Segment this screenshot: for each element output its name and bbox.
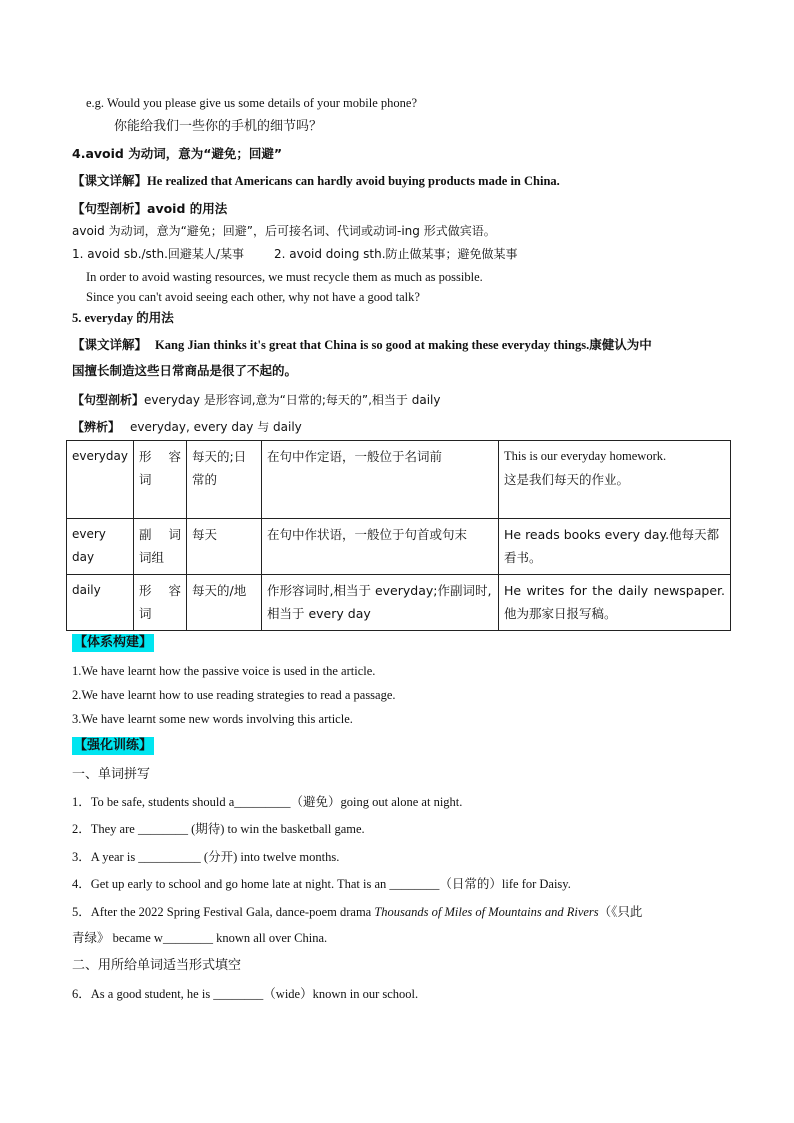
system-build-item-2: 2.We have learnt how to use reading strategies to read a passage. (72, 688, 396, 702)
pattern-title: avoid 的用法 (147, 201, 228, 216)
table-cell-word: everyday (67, 441, 134, 519)
table-cell-pos: 形 容 词 (134, 575, 187, 631)
text-detail-tag: 【课文详解】 (72, 337, 148, 352)
avoid-pattern-title (72, 200, 227, 218)
pattern-tag: 【句型剖析】 (72, 393, 145, 407)
avoid-example-2: Since you can't avoid seeing each other, why not have a good talk? (86, 290, 420, 304)
everyday-text-detail-cont: 国擅长制造这些日常商品是很了不起的。 (72, 363, 298, 378)
avoid-example-1: In order to avoid wasting resources, we must recycle them as much as possible. (86, 270, 483, 284)
avoid-heading: 4.avoid 为动词，意为“避免；回避” (72, 146, 283, 161)
avoid-text-detail (72, 172, 560, 190)
avoid-usage-1: 1. avoid sb./sth.回避某人/某事 (72, 247, 244, 261)
question-5-title: Thousands of Miles of Mountains and Rivers (374, 905, 599, 919)
table-row (67, 441, 731, 519)
training-tag: 【强化训练】 (74, 738, 153, 753)
table-example-cn: 这是我们每天的作业。 (504, 472, 630, 487)
pattern-text: everyday 是形容词,意为“日常的;每天的”,相当于 daily (144, 393, 441, 407)
question-2: 2．They are ________ (期待) to win the basketball game. (72, 822, 365, 836)
table-example-en: This is our everyday homework. (504, 449, 667, 463)
table-cell-meaning: 每天的;日常的 (187, 441, 262, 519)
table-cell-pos: 副 词 词组 (134, 519, 187, 575)
table-cell-word: daily (67, 575, 134, 631)
part1-title: 一、单词拼写 (72, 767, 151, 782)
table-cell-usage: 作形容词时,相当于 everyday;作副词时,相当于 every day (262, 575, 499, 631)
table-cell-meaning: 每天的/地 (187, 575, 262, 631)
text-detail-tag: 【课文详解】 (72, 173, 148, 188)
example-sentence: e.g. Would you please give us some details of your mobile phone? (86, 96, 417, 110)
table-cell-usage: 在句中作状语，一般位于句首或句末 (262, 519, 499, 575)
table-row (67, 519, 731, 575)
everyday-heading: 5. everyday 的用法 (72, 311, 174, 325)
question-1: 1．To be safe, students should a_________（避免）going out alone at night. (72, 795, 463, 809)
pattern-tag: 【句型剖析】 (72, 201, 148, 216)
avoid-explanation: avoid 为动词，意为“避免；回避”，后可接名词、代词或动词-ing 形式做宾语。 (72, 224, 496, 238)
system-build-item-3: 3.We have learnt some new words involving this article. (72, 712, 353, 726)
table-cell-example: He reads books every day.他每天都看书。 (499, 519, 731, 575)
table-cell-usage: 在句中作定语，一般位于名词前 (262, 441, 499, 519)
comparison-table (66, 440, 731, 631)
analysis-text: everyday, every day 与 daily (130, 420, 302, 434)
text-detail-sentence: Kang Jian thinks it's great that China is so good at making these everyday things.康健认为中 (155, 338, 652, 352)
table-cell-pos: 形 容 词 (134, 441, 187, 519)
text-detail-sentence: He realized that Americans can hardly avoid buying products made in China. (147, 174, 560, 188)
system-build-heading (72, 634, 154, 652)
question-5-post: （《只此 (598, 905, 643, 919)
question-6: 6．As a good student, he is ________（wide）known in our school. (72, 987, 419, 1001)
question-5-pre: 5．After the 2022 Spring Festival Gala, dance-poem drama (72, 905, 375, 919)
question-4: 4．Get up early to school and go home late at night. That is an ________（日常的）life for Daisy. (72, 877, 571, 891)
part2-title: 二、用所给单词适当形式填空 (72, 958, 242, 973)
avoid-usage-2: 2. avoid doing sth.防止做某事；避免做某事 (273, 247, 518, 261)
table-row (67, 575, 731, 631)
example-translation: 你能给我们一些你的手机的细节吗？ (114, 119, 323, 134)
question-5-cont: 青绿》 became w________ known all over China. (72, 931, 328, 945)
everyday-pattern (72, 391, 440, 409)
table-cell-example (499, 441, 731, 519)
table-cell-meaning: 每天 (187, 519, 262, 575)
avoid-usages (72, 245, 518, 263)
question-3: 3．A year is __________ (分开) into twelve months. (72, 850, 340, 864)
training-heading (72, 737, 154, 755)
everyday-text-detail (72, 336, 652, 354)
system-build-tag: 【体系构建】 (74, 635, 153, 650)
question-5 (72, 903, 642, 921)
system-build-item-1: 1.We have learnt how the passive voice is used in the article. (72, 664, 376, 678)
everyday-analysis (72, 418, 302, 436)
table-cell-example: He writes for the daily newspaper.他为那家日报写稿。 (499, 575, 731, 631)
table-cell-word: every day (67, 519, 134, 575)
analysis-tag: 【辨析】 (72, 420, 121, 434)
